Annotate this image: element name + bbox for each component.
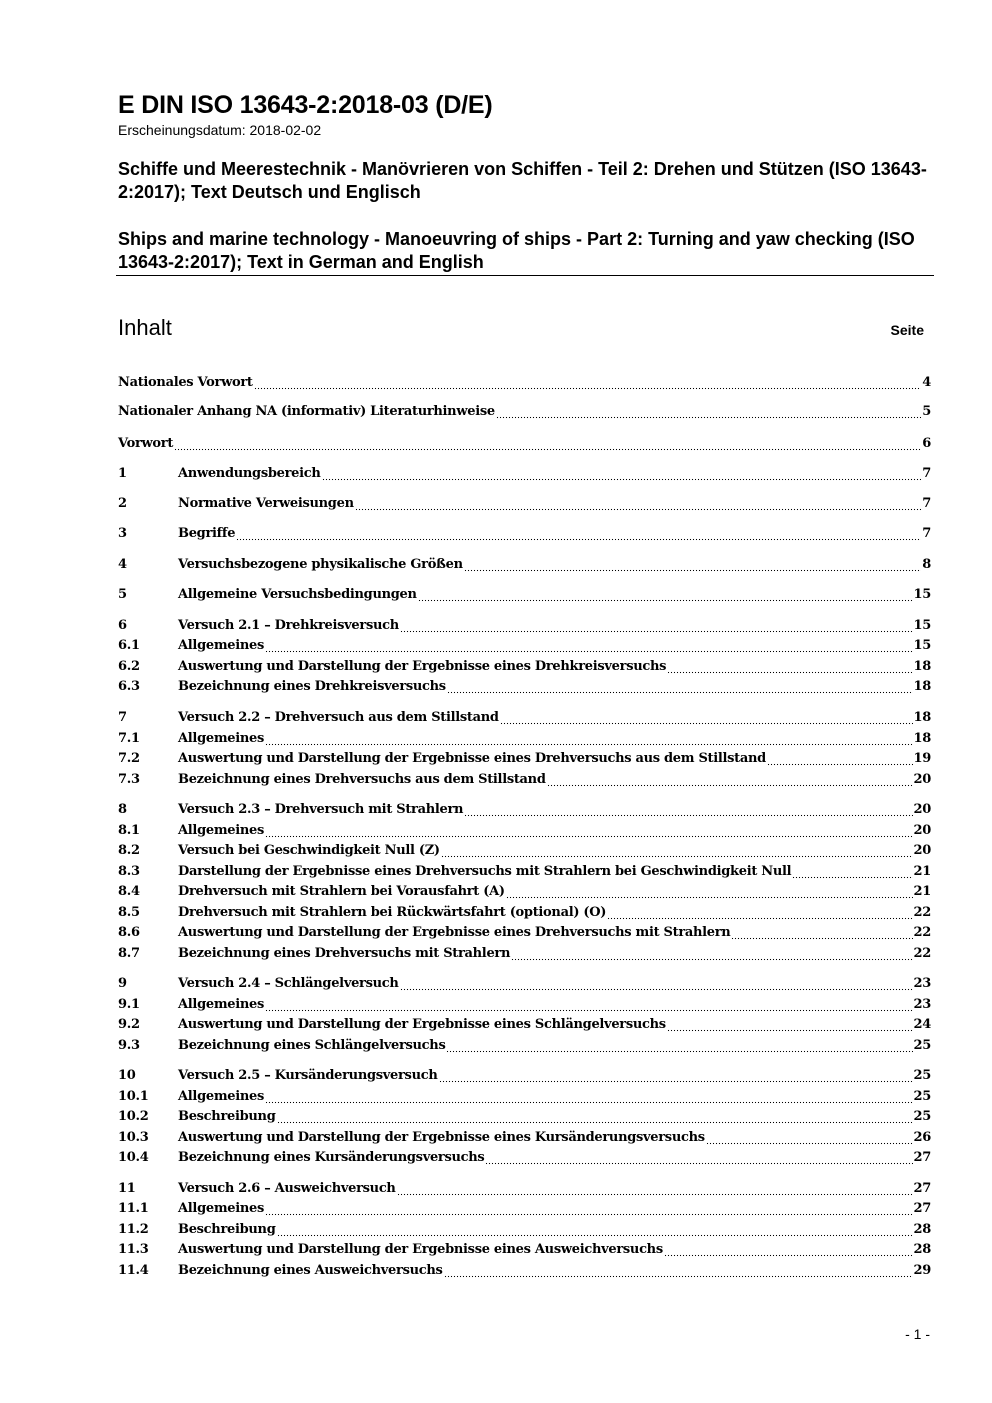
toc-dot-leader: [355, 497, 922, 511]
toc-dot-leader: [706, 1131, 913, 1145]
toc-dot-leader: [265, 824, 912, 838]
toc-entry-number: 8.3: [118, 864, 140, 879]
toc-dot-leader: [441, 844, 913, 858]
toc-entry[interactable]: [118, 769, 931, 789]
toc-entry[interactable]: [118, 799, 931, 819]
toc-entry-page: 25: [913, 1109, 931, 1124]
toc-entry[interactable]: [118, 493, 931, 513]
toc-entry-page: 25: [913, 1089, 931, 1104]
toc-dot-leader: [236, 527, 921, 541]
toc-entry[interactable]: [118, 1086, 931, 1106]
toc-entry-number: 11.3: [118, 1242, 149, 1257]
toc-entry-title: Anwendungsbereich: [178, 466, 321, 481]
toc-entry-title: Normative Verweisungen: [178, 496, 354, 511]
toc-entry-page: 21: [913, 864, 931, 879]
toc-entry[interactable]: [118, 463, 931, 483]
toc-dot-leader: [485, 1151, 912, 1165]
toc-entry-title: Allgemeines: [178, 823, 265, 838]
toc-entry-title: Versuch 2.2 – Drehversuch aus dem Stillstand: [178, 710, 499, 725]
toc-entry-number: 7.2: [118, 751, 140, 766]
toc-entry-page: 23: [913, 976, 931, 991]
toc-entry-number: 11.4: [118, 1263, 149, 1278]
toc-entry-page: 20: [913, 772, 931, 787]
toc-entry-title: Versuch 2.6 – Ausweichversuch: [178, 1181, 396, 1196]
toc-entry-title: Auswertung und Darstellung der Ergebnisse eines Kursänderungsversuchs: [178, 1130, 705, 1145]
toc-entry-number: 2: [118, 496, 127, 511]
toc-entry-title: Auswertung und Darstellung der Ergebnisse eines Drehversuchs mit Strahlern: [178, 925, 731, 940]
toc-heading: Inhalt: [118, 315, 172, 340]
toc-dot-leader: [439, 1069, 913, 1083]
toc-entry[interactable]: [118, 840, 931, 860]
toc-entry-title: Allgemeines: [178, 731, 265, 746]
toc-entry[interactable]: [118, 1065, 931, 1085]
toc-entry-page: 15: [913, 638, 931, 653]
toc-entry-page: 18: [913, 731, 931, 746]
toc-entry-page: 25: [913, 1068, 931, 1083]
toc-entry-page: 26: [913, 1130, 931, 1145]
toc-entry-title: Nationales Vorwort: [118, 375, 253, 390]
toc-entry-number: 9.2: [118, 1017, 140, 1032]
toc-entry-title: Auswertung und Darstellung der Ergebnisse eines Drehversuchs aus dem Stillstand: [178, 751, 766, 766]
toc-dot-leader: [500, 711, 913, 725]
toc-entry-page: 27: [913, 1150, 931, 1165]
toc-entry-title: Auswertung und Darstellung der Ergebnisse eines Schlängelversuchs: [178, 1017, 666, 1032]
toc-entry-title: Versuch 2.4 – Schlängelversuch: [178, 976, 399, 991]
toc-entry[interactable]: [118, 1260, 931, 1280]
toc-entry-number: 8.1: [118, 823, 140, 838]
toc-dot-leader: [667, 660, 912, 674]
toc-dot-leader: [731, 926, 912, 940]
toc-dot-leader: [277, 1223, 913, 1237]
toc-entry-number: 6.3: [118, 679, 140, 694]
document-id: E DIN ISO 13643-2:2018-03 (D/E): [118, 91, 493, 119]
toc-entry-number: 4: [118, 557, 127, 572]
toc-entry-number: 8.4: [118, 884, 140, 899]
toc-dot-leader: [265, 1090, 912, 1104]
toc-dot-leader: [446, 1039, 912, 1053]
toc-entry[interactable]: [118, 372, 931, 392]
toc-entry[interactable]: [118, 748, 931, 768]
toc-entry-page: 20: [913, 823, 931, 838]
toc-entry[interactable]: [118, 881, 931, 901]
toc-dot-leader: [322, 467, 922, 481]
toc-dot-leader: [265, 1202, 912, 1216]
toc-entry-page: 25: [913, 1038, 931, 1053]
toc-dot-leader: [447, 680, 913, 694]
toc-entry-page: 19: [913, 751, 931, 766]
toc-entry-page: 4: [922, 375, 931, 390]
toc-entry[interactable]: [118, 728, 931, 748]
toc-entry-title: Bezeichnung eines Drehversuchs mit Strahlern: [178, 946, 511, 961]
toc-entry[interactable]: [118, 973, 931, 993]
toc-entry-page: 22: [913, 946, 931, 961]
toc-entry[interactable]: [118, 1219, 931, 1239]
toc-entry-title: Drehversuch mit Strahlern bei Vorausfahrt (A): [178, 884, 505, 899]
toc-dot-leader: [664, 1243, 913, 1257]
toc-entry-page: 7: [922, 466, 931, 481]
toc-entry-page: 15: [913, 618, 931, 633]
toc-entry-page: 18: [913, 710, 931, 725]
toc-dot-leader: [400, 977, 913, 991]
toc-entry[interactable]: [118, 584, 931, 604]
title-english: Ships and marine technology - Manoeuvring of ships - Part 2: Turning and yaw checking (ISO 13643-2:2017); Text in German and English: [118, 229, 915, 272]
toc-entry-page: 21: [913, 884, 931, 899]
toc-dot-leader: [444, 1264, 913, 1278]
toc-entry-page: 28: [913, 1242, 931, 1257]
toc-entry[interactable]: [118, 1178, 931, 1198]
toc-dot-leader: [397, 1182, 913, 1196]
toc-entry[interactable]: [118, 1239, 931, 1259]
toc-entry[interactable]: [118, 1147, 931, 1167]
toc-entry-title: Allgemeines: [178, 997, 265, 1012]
toc-dot-leader: [400, 619, 913, 633]
toc-entry-number: 8: [118, 802, 127, 817]
toc-entry[interactable]: [118, 656, 931, 676]
toc-entry-page: 29: [913, 1263, 931, 1278]
toc-entry-title: Bezeichnung eines Kursänderungsversuchs: [178, 1150, 485, 1165]
toc-dot-leader: [174, 437, 921, 451]
toc-dot-leader: [265, 998, 912, 1012]
toc-dot-leader: [607, 906, 912, 920]
page-number: - 1 -: [905, 1326, 930, 1342]
toc-entry-title: Beschreibung: [178, 1222, 276, 1237]
toc-entry-number: 1: [118, 466, 127, 481]
toc-entry-title: Darstellung der Ergebnisse eines Drehversuchs mit Strahlern bei Geschwindigkeit Null: [178, 864, 792, 879]
toc-entry-title: Auswertung und Darstellung der Ergebnisse eines Ausweichversuchs: [178, 1242, 663, 1257]
toc-dot-leader: [792, 865, 912, 879]
toc-entry[interactable]: [118, 433, 931, 453]
toc-entry-number: 7: [118, 710, 127, 725]
toc-entry-page: 8: [922, 557, 931, 572]
toc-entry-title: Versuch 2.3 – Drehversuch mit Strahlern: [178, 802, 464, 817]
toc-entry-number: 8.7: [118, 946, 140, 961]
toc-entry-number: 7.1: [118, 731, 140, 746]
toc-entry-title: Bezeichnung eines Ausweichversuchs: [178, 1263, 443, 1278]
toc-dot-leader: [265, 732, 912, 746]
toc-entry[interactable]: [118, 1035, 931, 1055]
toc-entry[interactable]: [118, 523, 931, 543]
toc-entry-title: Nationaler Anhang NA (informativ) Literaturhinweise: [118, 404, 495, 419]
toc-entry[interactable]: [118, 635, 931, 655]
toc-entry-page: 28: [913, 1222, 931, 1237]
toc-entry[interactable]: [118, 676, 931, 696]
toc-entry-title: Allgemeine Versuchsbedingungen: [178, 587, 417, 602]
toc-entry-page: 15: [913, 587, 931, 602]
toc-entry-title: Drehversuch mit Strahlern bei Rückwärtsfahrt (optional) (O): [178, 905, 607, 920]
toc-entry-number: 6.1: [118, 638, 140, 653]
toc-entry-title: Vorwort: [118, 436, 174, 451]
toc-dot-leader: [496, 405, 921, 419]
toc-dot-leader: [277, 1110, 913, 1124]
toc-entry-number: 6: [118, 618, 127, 633]
toc-entry-page: 22: [913, 905, 931, 920]
toc-entry-page: 22: [913, 925, 931, 940]
publication-date: Erscheinungsdatum: 2018-02-02: [118, 122, 322, 138]
toc-entry-title: Bezeichnung eines Schlängelversuchs: [178, 1038, 446, 1053]
toc-dot-leader: [547, 773, 913, 787]
toc-entry[interactable]: [118, 922, 931, 942]
toc-entry[interactable]: [118, 615, 931, 635]
toc-entry[interactable]: [118, 1198, 931, 1218]
toc-entry-number: 10: [118, 1068, 136, 1083]
toc-entry-title: Auswertung und Darstellung der Ergebnisse eines Drehkreisversuchs: [178, 659, 667, 674]
toc-entry-title: Allgemeines: [178, 1201, 265, 1216]
toc-entry-page: 7: [922, 496, 931, 511]
toc-entry[interactable]: [118, 1014, 931, 1034]
toc-dot-leader: [464, 558, 921, 572]
toc-entry[interactable]: [118, 401, 931, 421]
toc-entry-number: 8.5: [118, 905, 140, 920]
toc-entry-number: 6.2: [118, 659, 140, 674]
toc-entry[interactable]: [118, 1127, 931, 1147]
toc-entry-number: 10.4: [118, 1150, 149, 1165]
toc-dot-leader: [254, 376, 922, 390]
toc-entry[interactable]: [118, 820, 931, 840]
toc-entry-number: 11: [118, 1181, 136, 1196]
page-column-label: Seite: [890, 322, 924, 338]
toc-dot-leader: [265, 639, 912, 653]
toc-entry-page: 7: [922, 526, 931, 541]
toc-entry-page: 5: [922, 404, 931, 419]
toc-entry-number: 11.2: [118, 1222, 149, 1237]
toc-entry-number: 10.2: [118, 1109, 149, 1124]
toc-dot-leader: [464, 803, 912, 817]
toc-dot-leader: [767, 752, 913, 766]
toc-entry-number: 10.1: [118, 1089, 149, 1104]
toc-entry-number: 11.1: [118, 1201, 149, 1216]
toc-entry-title: Bezeichnung eines Drehkreisversuchs: [178, 679, 446, 694]
toc-entry-page: 20: [913, 802, 931, 817]
title-german: Schiffe und Meerestechnik - Manövrieren von Schiffen - Teil 2: Drehen und Stützen (ISO 13643-2:2017); Text Deutsch und Englisch: [118, 159, 927, 202]
toc-entry-title: Versuch 2.5 – Kursänderungsversuch: [178, 1068, 438, 1083]
toc-dot-leader: [667, 1018, 913, 1032]
toc-entry-title: Allgemeines: [178, 638, 265, 653]
toc-entry-page: 18: [913, 679, 931, 694]
toc-entry-page: 27: [913, 1201, 931, 1216]
toc-entry-title: Versuchsbezogene physikalische Größen: [178, 557, 463, 572]
toc-entry-number: 9: [118, 976, 127, 991]
toc-dot-leader: [418, 588, 913, 602]
toc-entry-number: 8.2: [118, 843, 140, 858]
toc-dot-leader: [511, 947, 912, 961]
toc-entry-page: 6: [922, 436, 931, 451]
toc-entry-number: 3: [118, 526, 127, 541]
toc-entry[interactable]: [118, 707, 931, 727]
toc-entry-title: Versuch 2.1 – Drehkreisversuch: [178, 618, 399, 633]
toc-dot-leader: [506, 885, 913, 899]
toc-entry-title: Allgemeines: [178, 1089, 265, 1104]
toc-entry[interactable]: [118, 994, 931, 1014]
toc-entry-title: Versuch bei Geschwindigkeit Null (Z): [178, 843, 440, 858]
toc-entry-title: Bezeichnung eines Drehversuchs aus dem Stillstand: [178, 772, 546, 787]
toc-entry-page: 27: [913, 1181, 931, 1196]
toc-entry-number: 9.1: [118, 997, 140, 1012]
toc-entry-number: 8.6: [118, 925, 140, 940]
toc-entry[interactable]: [118, 554, 931, 574]
toc-entry-number: 5: [118, 587, 127, 602]
toc-entry-number: 9.3: [118, 1038, 140, 1053]
toc-entry-page: 23: [913, 997, 931, 1012]
toc-entry-title: Beschreibung: [178, 1109, 276, 1124]
toc-entry[interactable]: [118, 1106, 931, 1126]
toc-entry-number: 10.3: [118, 1130, 149, 1145]
toc-entry-title: Begriffe: [178, 526, 236, 541]
toc-entry[interactable]: [118, 861, 931, 881]
toc-entry-number: 7.3: [118, 772, 140, 787]
toc-entry-page: 20: [913, 843, 931, 858]
toc-entry-page: 18: [913, 659, 931, 674]
toc-entry[interactable]: [118, 902, 931, 922]
toc-entry[interactable]: [118, 943, 931, 963]
toc-entry-page: 24: [913, 1017, 931, 1032]
